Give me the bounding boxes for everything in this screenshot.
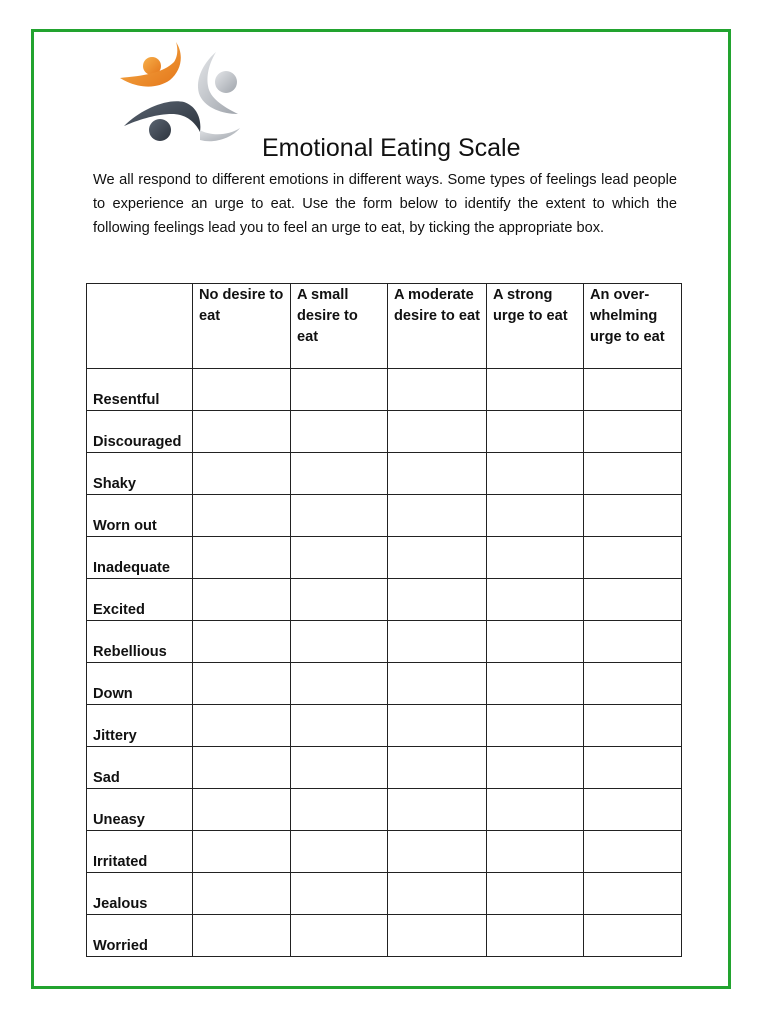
tick-box[interactable] [487,873,584,915]
tick-box[interactable] [291,579,388,621]
tick-box[interactable] [193,579,291,621]
tick-box[interactable] [291,411,388,453]
tick-box[interactable] [291,831,388,873]
tick-box[interactable] [388,663,487,705]
table-row [87,621,682,663]
tick-box[interactable] [584,495,682,537]
tick-box[interactable] [291,873,388,915]
feeling-label: Worried [87,915,193,957]
tick-box[interactable] [193,663,291,705]
tick-box[interactable] [487,789,584,831]
table-row [87,369,682,411]
tick-box[interactable] [291,621,388,663]
header-row [87,284,682,369]
tick-box[interactable] [388,747,487,789]
tick-box[interactable] [487,705,584,747]
tick-box[interactable] [584,453,682,495]
tick-box[interactable] [291,705,388,747]
tick-box[interactable] [487,411,584,453]
tick-box[interactable] [388,453,487,495]
tick-box[interactable] [388,411,487,453]
tick-box[interactable] [487,537,584,579]
tick-box[interactable] [193,453,291,495]
tick-box[interactable] [291,915,388,957]
tick-box[interactable] [291,453,388,495]
tick-box[interactable] [584,579,682,621]
tick-box[interactable] [388,831,487,873]
tick-box[interactable] [193,873,291,915]
table-row [87,579,682,621]
tick-box[interactable] [584,537,682,579]
tick-box[interactable] [388,873,487,915]
table-row [87,537,682,579]
tick-box[interactable] [388,579,487,621]
column-header: An over-whelming urge to eat [584,284,682,369]
feeling-label: Worn out [87,495,193,537]
logo [110,40,260,160]
feeling-label: Excited [87,579,193,621]
column-header: A strong urge to eat [487,284,584,369]
tick-box[interactable] [584,789,682,831]
tick-box[interactable] [584,915,682,957]
tick-box[interactable] [291,495,388,537]
feeling-label: Uneasy [87,789,193,831]
tick-box[interactable] [291,747,388,789]
table-row [87,915,682,957]
tick-box[interactable] [388,705,487,747]
table-row [87,747,682,789]
page-title: Emotional Eating Scale [262,134,521,162]
tick-box[interactable] [584,705,682,747]
tick-box[interactable] [584,831,682,873]
tick-box[interactable] [487,747,584,789]
tick-box[interactable] [487,453,584,495]
table-row [87,453,682,495]
column-header: No desire to eat [193,284,291,369]
column-header: A moderate desire to eat [388,284,487,369]
corner-header [87,284,193,369]
tick-box[interactable] [487,663,584,705]
tick-box[interactable] [584,621,682,663]
feeling-label: Jealous [87,873,193,915]
tick-box[interactable] [584,411,682,453]
tick-box[interactable] [193,747,291,789]
tick-box[interactable] [487,495,584,537]
feeling-label: Shaky [87,453,193,495]
tick-box[interactable] [388,537,487,579]
feeling-label: Resentful [87,369,193,411]
feeling-label: Discouraged [87,411,193,453]
tick-box[interactable] [584,663,682,705]
people-circle-logo-icon [110,40,260,160]
table-row [87,663,682,705]
table-row [87,411,682,453]
tick-box[interactable] [193,705,291,747]
feeling-label: Sad [87,747,193,789]
column-header: A small desire to eat [291,284,388,369]
tick-box[interactable] [193,915,291,957]
table-row [87,789,682,831]
feeling-label: Down [87,663,193,705]
table-row [87,873,682,915]
tick-box[interactable] [388,621,487,663]
tick-box[interactable] [487,621,584,663]
tick-box[interactable] [584,873,682,915]
feeling-label: Jittery [87,705,193,747]
table-row [87,831,682,873]
feeling-label: Rebellious [87,621,193,663]
tick-box[interactable] [193,537,291,579]
tick-box[interactable] [291,537,388,579]
table-row [87,705,682,747]
tick-box[interactable] [193,411,291,453]
tick-box[interactable] [291,789,388,831]
tick-box[interactable] [388,789,487,831]
tick-box[interactable] [193,831,291,873]
tick-box[interactable] [487,831,584,873]
tick-box[interactable] [487,369,584,411]
emotional-eating-table [86,283,682,957]
tick-box[interactable] [584,369,682,411]
table-row [87,495,682,537]
tick-box[interactable] [487,915,584,957]
tick-box[interactable] [291,369,388,411]
tick-box[interactable] [388,915,487,957]
tick-box[interactable] [584,747,682,789]
tick-box[interactable] [193,369,291,411]
intro-paragraph: We all respond to different emotions in different ways. Some types of feelings lead people to experience an urge to eat. Use the form below to identify the extent to which the following feelings lead you to feel an urge to eat, by ticking the appropriate box. [93,172,677,236]
feeling-label: Inadequate [87,537,193,579]
feeling-label: Irritated [87,831,193,873]
tick-box[interactable] [291,663,388,705]
tick-box[interactable] [388,369,487,411]
tick-box[interactable] [193,495,291,537]
tick-box[interactable] [193,789,291,831]
tick-box[interactable] [193,621,291,663]
tick-box[interactable] [487,579,584,621]
tick-box[interactable] [388,495,487,537]
